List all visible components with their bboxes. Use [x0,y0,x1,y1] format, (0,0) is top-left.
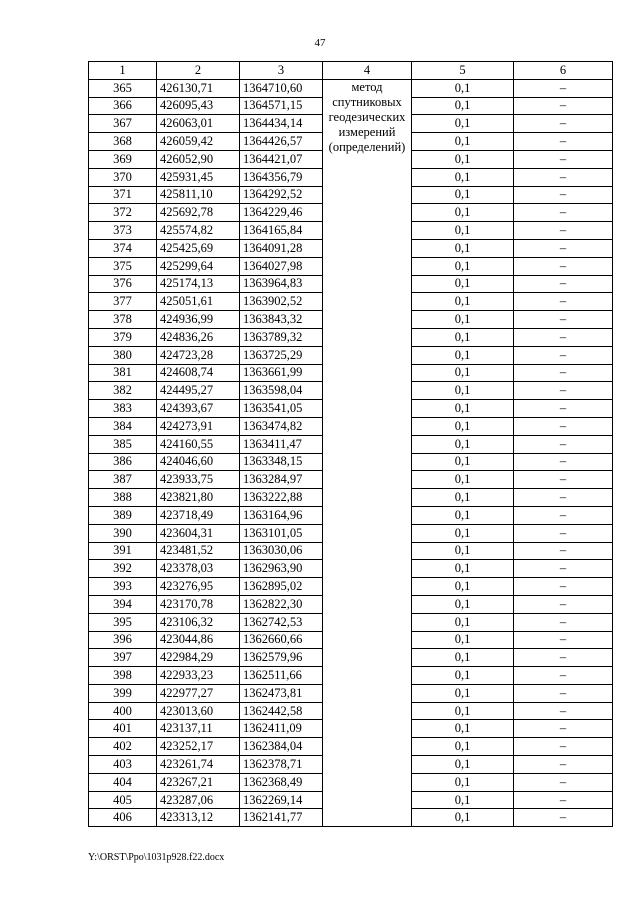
note-dash: – [514,791,613,809]
note-dash: – [514,542,613,560]
point-number: 374 [89,239,157,257]
point-number: 390 [89,524,157,542]
note-dash: – [514,560,613,578]
note-dash: – [514,773,613,791]
x-coordinate: 424608,74 [157,364,240,382]
point-number: 400 [89,702,157,720]
accuracy-value: 0,1 [412,542,514,560]
x-coordinate: 422977,27 [157,684,240,702]
note-dash: – [514,649,613,667]
note-dash: – [514,382,613,400]
y-coordinate: 1362895,02 [240,578,323,596]
y-coordinate: 1363164,96 [240,506,323,524]
accuracy-value: 0,1 [412,222,514,240]
y-coordinate: 1362963,90 [240,560,323,578]
accuracy-value: 0,1 [412,239,514,257]
x-coordinate: 422984,29 [157,649,240,667]
y-coordinate: 1363222,88 [240,489,323,507]
point-number: 388 [89,489,157,507]
point-number: 373 [89,222,157,240]
x-coordinate: 425051,61 [157,293,240,311]
point-number: 398 [89,667,157,685]
x-coordinate: 423013,60 [157,702,240,720]
point-number: 380 [89,346,157,364]
method-line: метод [351,79,383,94]
note-dash: – [514,595,613,613]
header-col-3: 3 [240,62,323,80]
header-col-1: 1 [89,62,157,80]
point-number: 369 [89,150,157,168]
point-number: 397 [89,649,157,667]
note-dash: – [514,364,613,382]
y-coordinate: 1362742,53 [240,613,323,631]
note-dash: – [514,578,613,596]
y-coordinate: 1362511,66 [240,667,323,685]
x-coordinate: 424723,28 [157,346,240,364]
page-number: 47 [314,37,326,49]
point-number: 385 [89,435,157,453]
header-col-6: 6 [514,62,613,80]
file-path-footer: Y:\ORST\Ppo\1031p928.f22.docx [88,852,225,863]
y-coordinate: 1362442,58 [240,702,323,720]
y-coordinate: 1363101,05 [240,524,323,542]
point-number: 401 [89,720,157,738]
accuracy-value: 0,1 [412,649,514,667]
x-coordinate: 423313,12 [157,809,240,827]
accuracy-value: 0,1 [412,133,514,151]
y-coordinate: 1362378,71 [240,756,323,774]
accuracy-value: 0,1 [412,186,514,204]
note-dash: – [514,613,613,631]
y-coordinate: 1363598,04 [240,382,323,400]
y-coordinate: 1364426,57 [240,133,323,151]
note-dash: – [514,97,613,115]
note-dash: – [514,257,613,275]
accuracy-value: 0,1 [412,667,514,685]
y-coordinate: 1363030,06 [240,542,323,560]
accuracy-value: 0,1 [412,417,514,435]
y-coordinate: 1364292,52 [240,186,323,204]
x-coordinate: 426063,01 [157,115,240,133]
point-number: 379 [89,328,157,346]
x-coordinate: 425811,10 [157,186,240,204]
point-number: 404 [89,773,157,791]
point-number: 381 [89,364,157,382]
accuracy-value: 0,1 [412,684,514,702]
point-number: 367 [89,115,157,133]
note-dash: – [514,204,613,222]
accuracy-value: 0,1 [412,115,514,133]
accuracy-value: 0,1 [412,453,514,471]
point-number: 384 [89,417,157,435]
point-number: 389 [89,506,157,524]
note-dash: – [514,453,613,471]
x-coordinate: 423287,06 [157,791,240,809]
y-coordinate: 1364229,46 [240,204,323,222]
point-number: 377 [89,293,157,311]
accuracy-value: 0,1 [412,489,514,507]
coordinates-table [88,61,613,827]
accuracy-value: 0,1 [412,346,514,364]
y-coordinate: 1362411,09 [240,720,323,738]
accuracy-value: 0,1 [412,471,514,489]
y-coordinate: 1364421,07 [240,150,323,168]
note-dash: – [514,186,613,204]
note-dash: – [514,435,613,453]
accuracy-value: 0,1 [412,168,514,186]
accuracy-value: 0,1 [412,524,514,542]
x-coordinate: 426095,43 [157,97,240,115]
x-coordinate: 424495,27 [157,382,240,400]
point-number: 402 [89,738,157,756]
table-header-row [89,62,613,80]
note-dash: – [514,133,613,151]
note-dash: – [514,524,613,542]
method-line: измерений [338,124,396,139]
accuracy-value: 0,1 [412,382,514,400]
y-coordinate: 1362141,77 [240,809,323,827]
point-number: 368 [89,133,157,151]
header-col-5: 5 [412,62,514,80]
note-dash: – [514,311,613,329]
accuracy-value: 0,1 [412,738,514,756]
y-coordinate: 1362368,49 [240,773,323,791]
point-number: 375 [89,257,157,275]
y-coordinate: 1363411,47 [240,435,323,453]
y-coordinate: 1364571,15 [240,97,323,115]
y-coordinate: 1363789,32 [240,328,323,346]
y-coordinate: 1364027,98 [240,257,323,275]
y-coordinate: 1363541,05 [240,400,323,418]
accuracy-value: 0,1 [412,328,514,346]
note-dash: – [514,168,613,186]
x-coordinate: 423252,17 [157,738,240,756]
accuracy-value: 0,1 [412,560,514,578]
x-coordinate: 424836,26 [157,328,240,346]
point-number: 376 [89,275,157,293]
x-coordinate: 424393,67 [157,400,240,418]
x-coordinate: 426059,42 [157,133,240,151]
x-coordinate: 423604,31 [157,524,240,542]
table-body [89,79,613,826]
note-dash: – [514,79,613,97]
x-coordinate: 425574,82 [157,222,240,240]
accuracy-value: 0,1 [412,613,514,631]
note-dash: – [514,489,613,507]
x-coordinate: 424046,60 [157,453,240,471]
x-coordinate: 424273,91 [157,417,240,435]
accuracy-value: 0,1 [412,506,514,524]
y-coordinate: 1363902,52 [240,293,323,311]
note-dash: – [514,328,613,346]
accuracy-value: 0,1 [412,79,514,97]
y-coordinate: 1364710,60 [240,79,323,97]
x-coordinate: 422933,23 [157,667,240,685]
table-row [89,79,613,97]
y-coordinate: 1363284,97 [240,471,323,489]
accuracy-value: 0,1 [412,702,514,720]
x-coordinate: 425692,78 [157,204,240,222]
x-coordinate: 423106,32 [157,613,240,631]
x-coordinate: 423821,80 [157,489,240,507]
note-dash: – [514,702,613,720]
point-number: 387 [89,471,157,489]
y-coordinate: 1363843,32 [240,311,323,329]
y-coordinate: 1362384,04 [240,738,323,756]
point-number: 366 [89,97,157,115]
x-coordinate: 425174,13 [157,275,240,293]
accuracy-value: 0,1 [412,311,514,329]
accuracy-value: 0,1 [412,364,514,382]
note-dash: – [514,738,613,756]
method-cell [323,79,412,826]
point-number: 405 [89,791,157,809]
accuracy-value: 0,1 [412,257,514,275]
point-number: 383 [89,400,157,418]
accuracy-value: 0,1 [412,756,514,774]
accuracy-value: 0,1 [412,773,514,791]
x-coordinate: 423170,78 [157,595,240,613]
accuracy-value: 0,1 [412,595,514,613]
x-coordinate: 425299,64 [157,257,240,275]
y-coordinate: 1362269,14 [240,791,323,809]
x-coordinate: 423933,75 [157,471,240,489]
y-coordinate: 1363348,15 [240,453,323,471]
note-dash: – [514,293,613,311]
x-coordinate: 423718,49 [157,506,240,524]
x-coordinate: 424160,55 [157,435,240,453]
x-coordinate: 423481,52 [157,542,240,560]
y-coordinate: 1364356,79 [240,168,323,186]
point-number: 365 [89,79,157,97]
method-line: спутниковых [332,94,402,109]
note-dash: – [514,222,613,240]
note-dash: – [514,150,613,168]
point-number: 382 [89,382,157,400]
note-dash: – [514,506,613,524]
point-number: 406 [89,809,157,827]
x-coordinate: 425931,45 [157,168,240,186]
x-coordinate: 425425,69 [157,239,240,257]
accuracy-value: 0,1 [412,400,514,418]
x-coordinate: 423137,11 [157,720,240,738]
point-number: 386 [89,453,157,471]
accuracy-value: 0,1 [412,293,514,311]
note-dash: – [514,667,613,685]
method-line: геодезических [328,109,406,124]
header-col-2: 2 [157,62,240,80]
accuracy-value: 0,1 [412,275,514,293]
y-coordinate: 1362822,30 [240,595,323,613]
x-coordinate: 423378,03 [157,560,240,578]
y-coordinate: 1363725,29 [240,346,323,364]
y-coordinate: 1363474,82 [240,417,323,435]
point-number: 391 [89,542,157,560]
note-dash: – [514,115,613,133]
accuracy-value: 0,1 [412,791,514,809]
note-dash: – [514,631,613,649]
x-coordinate: 426052,90 [157,150,240,168]
note-dash: – [514,756,613,774]
note-dash: – [514,684,613,702]
accuracy-value: 0,1 [412,97,514,115]
note-dash: – [514,809,613,827]
point-number: 394 [89,595,157,613]
accuracy-value: 0,1 [412,809,514,827]
y-coordinate: 1362660,66 [240,631,323,649]
point-number: 403 [89,756,157,774]
y-coordinate: 1363661,99 [240,364,323,382]
accuracy-value: 0,1 [412,631,514,649]
header-col-4: 4 [323,62,412,80]
accuracy-value: 0,1 [412,720,514,738]
accuracy-value: 0,1 [412,150,514,168]
point-number: 371 [89,186,157,204]
note-dash: – [514,275,613,293]
y-coordinate: 1363964,83 [240,275,323,293]
y-coordinate: 1362473,81 [240,684,323,702]
x-coordinate: 426130,71 [157,79,240,97]
x-coordinate: 423044,86 [157,631,240,649]
note-dash: – [514,417,613,435]
point-number: 396 [89,631,157,649]
note-dash: – [514,720,613,738]
y-coordinate: 1364091,28 [240,239,323,257]
point-number: 370 [89,168,157,186]
note-dash: – [514,346,613,364]
accuracy-value: 0,1 [412,435,514,453]
accuracy-value: 0,1 [412,578,514,596]
note-dash: – [514,400,613,418]
x-coordinate: 423276,95 [157,578,240,596]
x-coordinate: 423267,21 [157,773,240,791]
point-number: 372 [89,204,157,222]
point-number: 395 [89,613,157,631]
point-number: 393 [89,578,157,596]
point-number: 392 [89,560,157,578]
method-line: (определений) [328,139,406,154]
x-coordinate: 424936,99 [157,311,240,329]
note-dash: – [514,239,613,257]
y-coordinate: 1364165,84 [240,222,323,240]
accuracy-value: 0,1 [412,204,514,222]
point-number: 378 [89,311,157,329]
note-dash: – [514,471,613,489]
y-coordinate: 1362579,96 [240,649,323,667]
point-number: 399 [89,684,157,702]
y-coordinate: 1364434,14 [240,115,323,133]
x-coordinate: 423261,74 [157,756,240,774]
